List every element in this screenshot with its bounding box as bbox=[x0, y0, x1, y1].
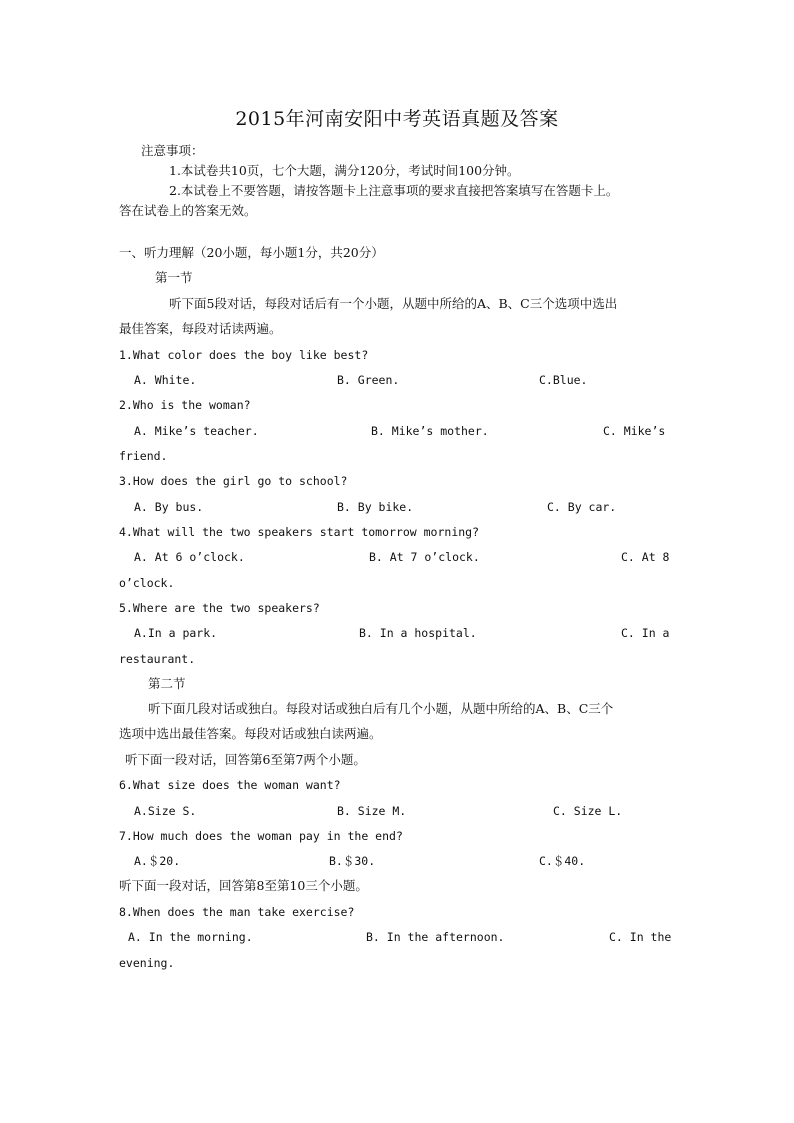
section2-subheading-1: 听下面一段对话，回答第6至第7两个小题。 bbox=[125, 752, 366, 767]
section2-instructions-line2: 选项中选出最佳答案。每段对话或独白读两遍。 bbox=[119, 726, 382, 741]
question-5-option-a: A.In a park. bbox=[134, 626, 218, 640]
question-3-stem: 3.How does the girl go to school? bbox=[119, 474, 348, 488]
question-4-option-c: C. At 8 bbox=[621, 550, 670, 564]
question-4-option-b: B. At 7 o’clock. bbox=[369, 550, 480, 564]
notice-item-1: 1.本试卷共10页，七个大题，满分120分，考试时间100分钟。 bbox=[169, 163, 520, 178]
question-4-stem: 4.What will the two speakers start tomorrow morning? bbox=[119, 525, 480, 539]
question-1-option-c: C.Blue. bbox=[539, 373, 588, 387]
question-8-option-c-continued: evening. bbox=[119, 956, 175, 970]
section1-instructions-line1: 听下面5段对话，每段对话后有一个小题，从题中所给的A、B、C三个选项中选出 bbox=[169, 296, 618, 311]
part1-heading: 一、听力理解（20小题，每小题1分，共20分） bbox=[119, 245, 384, 260]
notice-heading: 注意事项： bbox=[141, 143, 204, 158]
question-8-option-c: C. In the bbox=[609, 930, 672, 944]
question-2-option-c: C. Mike’s bbox=[603, 424, 666, 438]
question-3-option-a: A. By bus. bbox=[134, 500, 204, 514]
question-7-option-c: C.＄40. bbox=[539, 854, 586, 868]
question-6-stem: 6.What size does the woman want? bbox=[119, 778, 341, 792]
notice-item-2: 2.本试卷上不要答题，请按答题卡上注意事项的要求直接把答案填写在答题卡上。 bbox=[169, 183, 619, 198]
question-4-option-a: A. At 6 o’clock. bbox=[134, 550, 245, 564]
question-3-option-b: B. By bike. bbox=[337, 500, 414, 514]
section2-instructions-line1: 听下面几段对话或独白。每段对话或独白后有几个小题，从题中所给的A、B、C三个 bbox=[148, 701, 614, 716]
question-7-option-a: A.＄20. bbox=[134, 854, 181, 868]
question-1-option-b: B. Green. bbox=[337, 373, 400, 387]
question-8-option-b: B. In the afternoon. bbox=[366, 930, 505, 944]
page-title: 2015年河南安阳中考英语真题及答案 bbox=[235, 108, 559, 130]
question-2-option-a: A. Mike’s teacher. bbox=[134, 424, 259, 438]
question-7-stem: 7.How much does the woman pay in the end? bbox=[119, 829, 403, 843]
question-5-option-c: C. In a bbox=[621, 626, 670, 640]
question-6-option-c: C. Size L. bbox=[553, 804, 623, 818]
question-5-option-b: B. In a hospital. bbox=[359, 626, 477, 640]
section2-subheading-2: 听下面一段对话，回答第8至第10三个小题。 bbox=[119, 878, 368, 893]
question-7-option-b: B.＄30. bbox=[329, 854, 376, 868]
question-5-option-c-continued: restaurant. bbox=[119, 652, 196, 666]
question-6-option-b: B. Size M. bbox=[337, 804, 407, 818]
question-6-option-a: A.Size S. bbox=[134, 804, 197, 818]
question-2-stem: 2.Who is the woman? bbox=[119, 398, 251, 412]
question-2-option-b: B. Mike’s mother. bbox=[371, 424, 489, 438]
section1-instructions-line2: 最佳答案，每段对话读两遍。 bbox=[119, 321, 282, 336]
question-2-option-c-continued: friend. bbox=[119, 449, 168, 463]
notice-item-2-continued: 答在试卷上的答案无效。 bbox=[119, 203, 257, 218]
question-1-stem: 1.What color does the boy like best? bbox=[119, 348, 369, 362]
question-8-option-a: A. In the morning. bbox=[128, 930, 253, 944]
question-3-option-c: C. By car. bbox=[547, 500, 617, 514]
question-1-option-a: A. White. bbox=[134, 373, 197, 387]
question-4-option-c-continued: o’clock. bbox=[119, 576, 175, 590]
section2-heading: 第二节 bbox=[148, 676, 186, 691]
question-8-stem: 8.When does the man take exercise? bbox=[119, 905, 355, 919]
section1-heading: 第一节 bbox=[155, 270, 193, 285]
question-5-stem: 5.Where are the two speakers? bbox=[119, 601, 320, 615]
